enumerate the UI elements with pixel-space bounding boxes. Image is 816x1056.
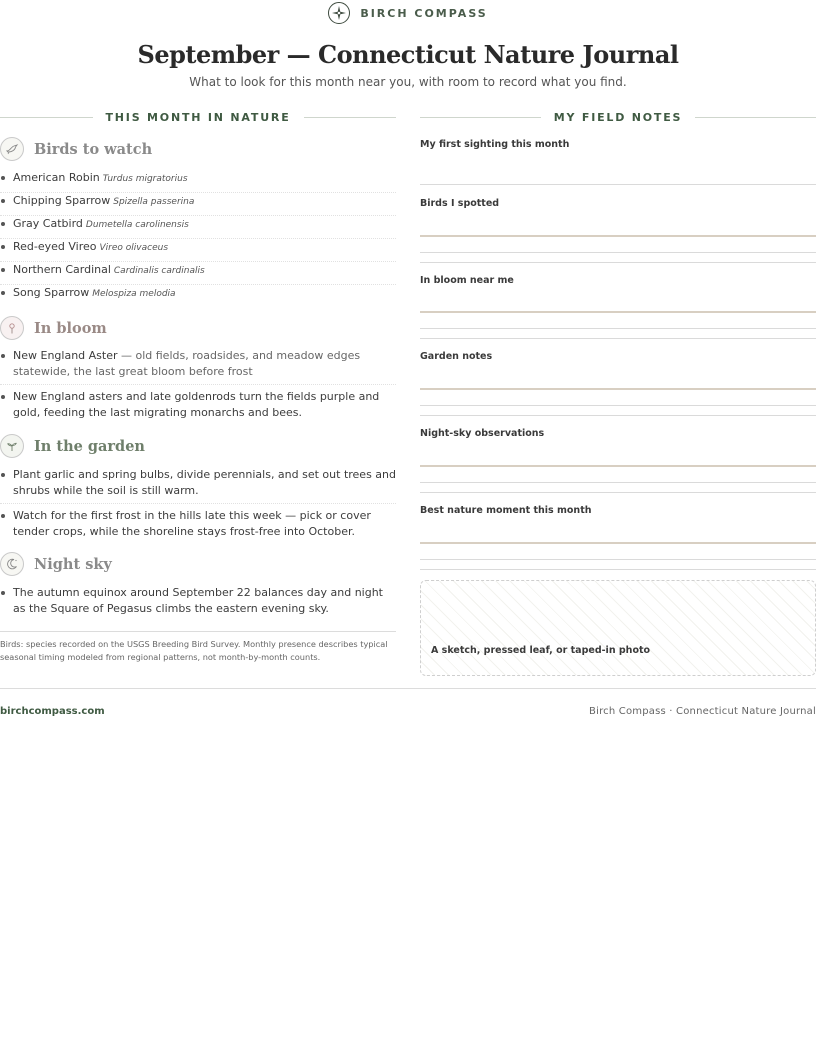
field-label: In bloom near me <box>420 275 514 286</box>
footer-website-link[interactable]: birchcompass.com <box>0 706 105 717</box>
field-label: My first sighting this month <box>420 139 570 150</box>
page-title: September — Connecticut Nature Journal <box>137 40 679 69</box>
birds-list <box>0 170 396 308</box>
writing-line <box>420 569 816 570</box>
field-label: Birds I spotted <box>420 198 500 209</box>
writing-line <box>420 415 816 416</box>
bird-common-name: Northern Cardinal <box>13 263 111 276</box>
sketch-label: A sketch, pressed leaf, or taped-in photo <box>431 645 651 656</box>
list-item <box>0 262 396 285</box>
night-section-title: Night sky <box>34 555 112 573</box>
list-item <box>0 216 396 239</box>
bloom-section-title: In bloom <box>34 319 107 337</box>
nature-column-heading-text: THIS MONTH IN NATURE <box>105 110 291 124</box>
field-notes-column-heading-text: MY FIELD NOTES <box>553 110 683 124</box>
bloom-detail: — old fields, roadsides, and meadow edges statewide, the last great bloom before frost <box>13 349 361 378</box>
sprout-icon <box>0 434 24 458</box>
nature-column-heading <box>0 110 396 124</box>
flower-icon <box>0 316 24 340</box>
list-item <box>0 170 396 193</box>
writing-line <box>420 465 816 467</box>
in-bloom-field[interactable] <box>420 275 816 341</box>
writing-line <box>420 405 816 406</box>
footer-divider <box>0 688 816 689</box>
bloom-lead: New England Aster <box>13 349 118 362</box>
list-item: Watch for the first frost in the hills late this week — pick or cover tender crops, while the shoreline stays frost-free into October. <box>0 508 396 544</box>
writing-line <box>420 492 816 493</box>
bird-scientific-name: Dumetella carolinensis <box>85 220 189 230</box>
moon-icon <box>0 552 24 576</box>
field-label: Night-sky observations <box>420 428 545 439</box>
writing-line <box>420 252 816 253</box>
writing-line <box>420 311 816 313</box>
bird-icon <box>0 137 24 161</box>
night-section-header <box>0 552 396 576</box>
writing-line <box>420 184 816 185</box>
bloom-list <box>0 348 396 429</box>
garden-notes-field[interactable] <box>420 351 816 417</box>
list-item <box>0 348 396 385</box>
bird-common-name: Song Sparrow <box>13 286 90 299</box>
bloom-section-header <box>0 316 396 340</box>
bird-scientific-name: Cardinalis cardinalis <box>113 266 205 276</box>
writing-line <box>420 235 816 237</box>
bird-common-name: Chipping Sparrow <box>13 194 111 207</box>
birds-section-header <box>0 137 396 161</box>
garden-section-header <box>0 434 396 458</box>
writing-line <box>420 262 816 263</box>
brand-header <box>0 0 816 26</box>
list-item <box>0 239 396 262</box>
list-item: New England asters and late goldenrods turn the fields purple and gold, feeding the last migrating monarchs and bees. <box>0 389 396 425</box>
field-label: Best nature moment this month <box>420 505 592 516</box>
birds-section-title: Birds to watch <box>34 140 153 158</box>
list-item <box>0 193 396 216</box>
bird-common-name: American Robin <box>13 171 100 184</box>
sketch-box[interactable] <box>420 580 816 676</box>
writing-line <box>420 338 816 339</box>
best-moment-field[interactable] <box>420 505 816 571</box>
night-sky-field[interactable] <box>420 428 816 494</box>
writing-line <box>420 328 816 329</box>
field-label: Garden notes <box>420 351 493 362</box>
source-note: Birds: species recorded on the USGS Breeding Bird Survey. Monthly presence describes typical seasonal timing modeled from regional patterns, not month-by-month counts. <box>0 631 396 664</box>
bird-scientific-name: Spizella passerina <box>113 197 195 207</box>
bird-scientific-name: Vireo olivaceus <box>99 243 169 253</box>
bird-common-name: Gray Catbird <box>13 217 83 230</box>
list-item: Plant garlic and spring bulbs, divide perennials, and set out trees and shrubs while the soil is still warm. <box>0 467 396 504</box>
bird-common-name: Red-eyed Vireo <box>13 240 97 253</box>
compass-icon <box>328 2 350 24</box>
garden-list <box>0 467 396 548</box>
bird-scientific-name: Turdus migratorius <box>102 174 188 184</box>
first-sighting-field[interactable] <box>420 139 816 189</box>
list-item <box>0 285 396 308</box>
footer-credit: Birch Compass · Connecticut Nature Journal <box>589 706 816 717</box>
bird-scientific-name: Melospiza melodia <box>92 289 176 299</box>
field-notes-column-heading <box>420 110 816 124</box>
writing-line <box>420 482 816 483</box>
writing-line <box>420 388 816 390</box>
night-list <box>0 585 396 625</box>
birds-spotted-field[interactable] <box>420 198 816 264</box>
page-subtitle: What to look for this month near you, with room to record what you find. <box>189 75 627 89</box>
brand-name: BIRCH COMPASS <box>360 6 488 20</box>
writing-line <box>420 559 816 560</box>
list-item: The autumn equinox around September 22 balances day and night as the Square of Pegasus climbs the eastern evening sky. <box>0 585 396 621</box>
writing-line <box>420 542 816 544</box>
garden-section-title: In the garden <box>34 437 145 455</box>
